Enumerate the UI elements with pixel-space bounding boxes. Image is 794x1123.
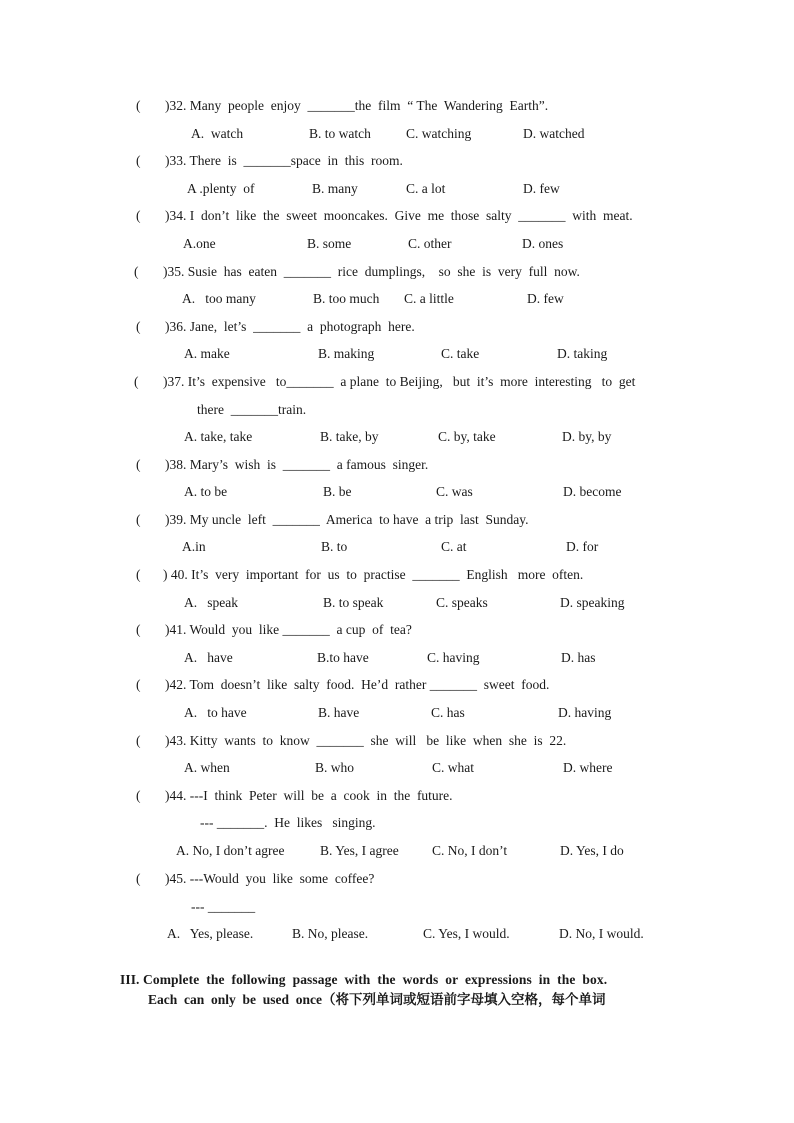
question-39-stem: )39. My uncle left _______ America to have a trip last Sunday.	[165, 512, 529, 527]
question-45-stem: )45. ---Would you like some coffee?	[165, 871, 375, 886]
q44-option-a: A. No, I don’t agree	[176, 843, 285, 858]
q42-option-c: C. has	[431, 705, 465, 720]
question-40-stem: ) 40. It’s very important for us to practise _______ English more often.	[163, 567, 584, 582]
q33-option-d: D. few	[523, 181, 560, 196]
q32-option-b: B. to watch	[309, 126, 371, 141]
answer-bracket: (	[136, 871, 141, 886]
answer-bracket: (	[136, 733, 141, 748]
q32-option-a: A. watch	[191, 126, 244, 141]
answer-bracket: (	[136, 677, 141, 692]
q35-option-d: D. few	[527, 291, 564, 306]
answer-bracket: (	[134, 264, 139, 279]
q36-option-c: C. take	[441, 346, 480, 361]
q37-option-d: D. by, by	[562, 429, 612, 444]
q43-option-c: C. what	[432, 760, 474, 775]
answer-bracket: (	[136, 512, 141, 527]
answer-bracket: (	[136, 319, 141, 334]
q35-option-a: A. too many	[182, 291, 256, 306]
q43-option-b: B. who	[315, 760, 355, 775]
q33-option-b: B. many	[312, 181, 358, 196]
answer-bracket: (	[134, 374, 139, 389]
q39-option-b: B. to	[321, 539, 348, 554]
q45-option-a: A. Yes, please.	[167, 926, 254, 941]
q39-option-d: D. for	[566, 539, 599, 554]
q45-option-c: C. Yes, I would.	[423, 926, 510, 941]
q37-option-c: C. by, take	[438, 429, 496, 444]
question-34-stem: )34. I don’t like the sweet mooncakes. Give me those salty _______ with meat.	[165, 208, 633, 223]
q32-option-d: D. watched	[523, 126, 585, 141]
question-44-continuation: --- _______. He likes singing.	[200, 815, 376, 830]
question-42-stem: )42. Tom doesn’t like salty food. He’d rather _______ sweet food.	[165, 677, 550, 692]
question-44-stem: )44. ---I think Peter will be a cook in the future.	[165, 788, 453, 803]
section-3-instructions: Each can only be used once（将下列单词或短语前字母填入空格，每个单词	[148, 992, 606, 1007]
answer-bracket: (	[136, 788, 141, 803]
question-45-continuation: --- _______	[191, 899, 256, 914]
q37-option-b: B. take, by	[320, 429, 379, 444]
question-36-stem: )36. Jane, let’s _______ a photograph here.	[165, 319, 415, 334]
answer-bracket: (	[136, 457, 141, 472]
q34-option-a: A.one	[183, 236, 216, 251]
q43-option-a: A. when	[184, 760, 230, 775]
q36-option-a: A. make	[184, 346, 230, 361]
answer-bracket: (	[136, 98, 141, 113]
question-37-stem: )37. It’s expensive to_______ a plane to Beijing, but it’s more interesting to get	[163, 374, 636, 389]
q37-option-a: A. take, take	[184, 429, 253, 444]
q38-option-a: A. to be	[184, 484, 228, 499]
q38-option-b: B. be	[323, 484, 352, 499]
q32-option-c: C. watching	[406, 126, 472, 141]
q41-option-c: C. having	[427, 650, 480, 665]
q40-option-d: D. speaking	[560, 595, 625, 610]
answer-bracket: (	[136, 153, 141, 168]
question-33-stem: )33. There is _______space in this room.	[165, 153, 403, 168]
q44-option-b: B. Yes, I agree	[320, 843, 399, 858]
q43-option-d: D. where	[563, 760, 613, 775]
q40-option-c: C. speaks	[436, 595, 488, 610]
question-37-continuation: there _______train.	[197, 402, 307, 417]
q40-option-b: B. to speak	[323, 595, 384, 610]
q34-option-d: D. ones	[522, 236, 564, 251]
q45-option-d: D. No, I would.	[559, 926, 644, 941]
question-38-stem: )38. Mary’s wish is _______ a famous singer.	[165, 457, 429, 472]
q41-option-a: A. have	[184, 650, 233, 665]
q36-option-d: D. taking	[557, 346, 608, 361]
question-32-stem: )32. Many people enjoy _______the film “ The Wandering Earth”.	[165, 98, 549, 113]
q39-option-c: C. at	[441, 539, 467, 554]
q42-option-d: D. having	[558, 705, 612, 720]
q40-option-a: A. speak	[184, 595, 238, 610]
q42-option-a: A. to have	[184, 705, 247, 720]
q44-option-d: D. Yes, I do	[560, 843, 624, 858]
q33-option-a: A .plenty of	[187, 181, 255, 196]
answer-bracket: (	[136, 567, 141, 582]
question-41-stem: )41. Would you like _______ a cup of tea?	[165, 622, 412, 637]
question-35-stem: )35. Susie has eaten _______ rice dumplings, so she is very full now.	[163, 264, 580, 279]
q35-option-b: B. too much	[313, 291, 380, 306]
q34-option-c: C. other	[408, 236, 452, 251]
q36-option-b: B. making	[318, 346, 375, 361]
answer-bracket: (	[136, 622, 141, 637]
q44-option-c: C. No, I don’t	[432, 843, 508, 858]
q41-option-b: B.to have	[317, 650, 369, 665]
q45-option-b: B. No, please.	[292, 926, 369, 941]
q38-option-d: D. become	[563, 484, 622, 499]
q33-option-c: C. a lot	[406, 181, 446, 196]
q34-option-b: B. some	[307, 236, 352, 251]
q38-option-c: C. was	[436, 484, 473, 499]
section-3-heading: III. Complete the following passage with the words or expressions in the box.	[120, 972, 608, 987]
question-43-stem: )43. Kitty wants to know _______ she will be like when she is 22.	[165, 733, 567, 748]
q39-option-a: A.in	[182, 539, 206, 554]
q42-option-b: B. have	[318, 705, 360, 720]
answer-bracket: (	[136, 208, 141, 223]
q35-option-c: C. a little	[404, 291, 454, 306]
q41-option-d: D. has	[561, 650, 596, 665]
